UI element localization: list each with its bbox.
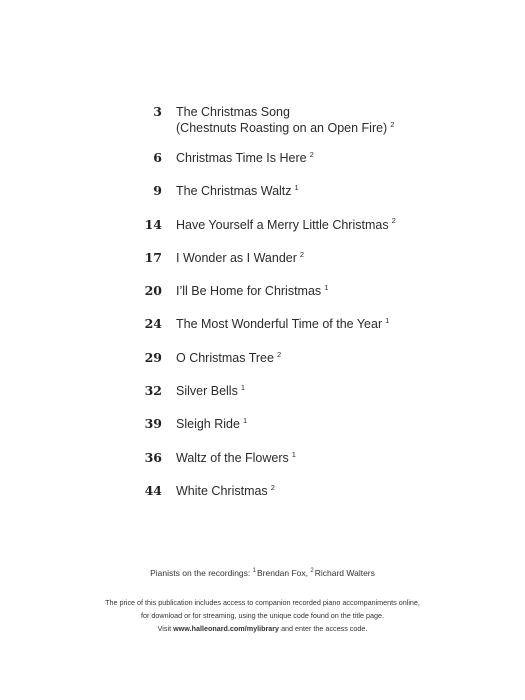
toc-page-number: 39 [144,416,162,432]
pianist-name: Richard Walters [314,568,375,578]
toc-page-number: 24 [144,316,162,332]
toc-title-text: Sleigh Ride [176,417,240,432]
toc-title-line [176,120,496,136]
pianist-footnote-marker: 2 [309,149,314,159]
toc-title-text: Christmas Time Is Here [176,151,307,165]
pianist-footnote-marker: 2 [270,482,275,492]
pianist-footnote-marker: 1 [240,382,245,392]
notice-line [0,622,525,635]
toc-row[interactable] [0,350,525,383]
toc-row[interactable] [0,217,525,250]
toc-title-text: I Wonder as I Wander [176,250,297,265]
toc-page-number: 44 [144,482,162,498]
library-url-link[interactable]: www.halleonard.com/mylibrary [173,624,280,633]
toc-page-number: 20 [144,283,162,299]
pianists-credit [0,568,525,578]
toc-title-text: (Chestnuts Roasting on an Open Fire) [176,121,388,135]
toc-title [176,283,496,299]
pianist-footnote-marker: 2 [390,119,395,129]
notice-text: Visit [157,624,172,633]
toc-title-text: Waltz of the Flowers [176,450,289,465]
toc-title [176,104,496,136]
table-of-contents [0,104,525,516]
toc-row[interactable] [0,104,525,150]
toc-page-number: 14 [144,216,162,232]
toc-row[interactable] [0,483,525,516]
pianist-footnote-marker: 2 [310,568,314,575]
pianist-footnote-marker: 1 [294,183,299,193]
pianist-footnote-marker: 1 [242,416,248,426]
toc-title [176,450,496,466]
toc-title-text: The Most Wonderful Time of the Year [176,317,383,332]
toc-page-number: 36 [144,449,162,465]
pianist-footnote-marker: 2 [276,349,282,359]
toc-title [176,217,496,233]
pianist-footnote-marker: 1 [252,568,256,575]
notice-text: and enter the access code. [281,624,368,633]
toc-row[interactable] [0,250,525,283]
notice-line: The price of this publication includes access to companion recorded piano accompaniments online, [105,598,420,607]
access-notice [0,596,525,635]
toc-title-text: White Christmas [176,483,268,498]
toc-title-text: Have Yourself a Merry Little Christmas [176,217,389,232]
pianist-footnote-marker: 1 [291,449,296,459]
toc-title-text: The Christmas Waltz [176,184,292,199]
toc-row[interactable] [0,316,525,349]
pianist-footnote-marker: 1 [385,316,390,326]
toc-row[interactable] [0,183,525,216]
pianist-footnote-marker: 2 [299,249,305,259]
toc-title-text: O Christmas Tree [176,350,274,365]
toc-page-number: 17 [144,249,162,265]
toc-title [176,150,496,166]
toc-title-text: I’ll Be Home for Christmas [176,284,322,299]
toc-page-number: 6 [153,150,162,165]
toc-title [176,483,496,499]
toc-row[interactable] [0,150,525,183]
toc-row[interactable] [0,450,525,483]
toc-row[interactable] [0,416,525,449]
toc-title [176,350,496,366]
toc-page-number: 32 [144,383,162,399]
toc-row[interactable] [0,383,525,416]
toc-title [176,316,496,332]
toc-page-number: 9 [153,183,162,199]
toc-title-line: The Christmas Song [176,105,290,119]
pianist-footnote-marker: 2 [391,216,396,226]
pianist-footnote-marker: 1 [324,283,329,293]
toc-title [176,183,496,199]
toc-title [176,250,496,266]
notice-line: for download or for streaming, using the unique code found on the title page. [141,611,384,620]
pianists-prefix: Pianists on the recordings: [150,568,251,578]
toc-title [176,416,496,432]
toc-title [176,383,496,399]
toc-page-number: 29 [144,349,162,365]
pianist-name: Brendan Fox, [256,568,309,578]
toc-page-number: 3 [153,104,162,119]
toc-title-text: Silver Bells [176,384,238,399]
toc-row[interactable] [0,283,525,316]
